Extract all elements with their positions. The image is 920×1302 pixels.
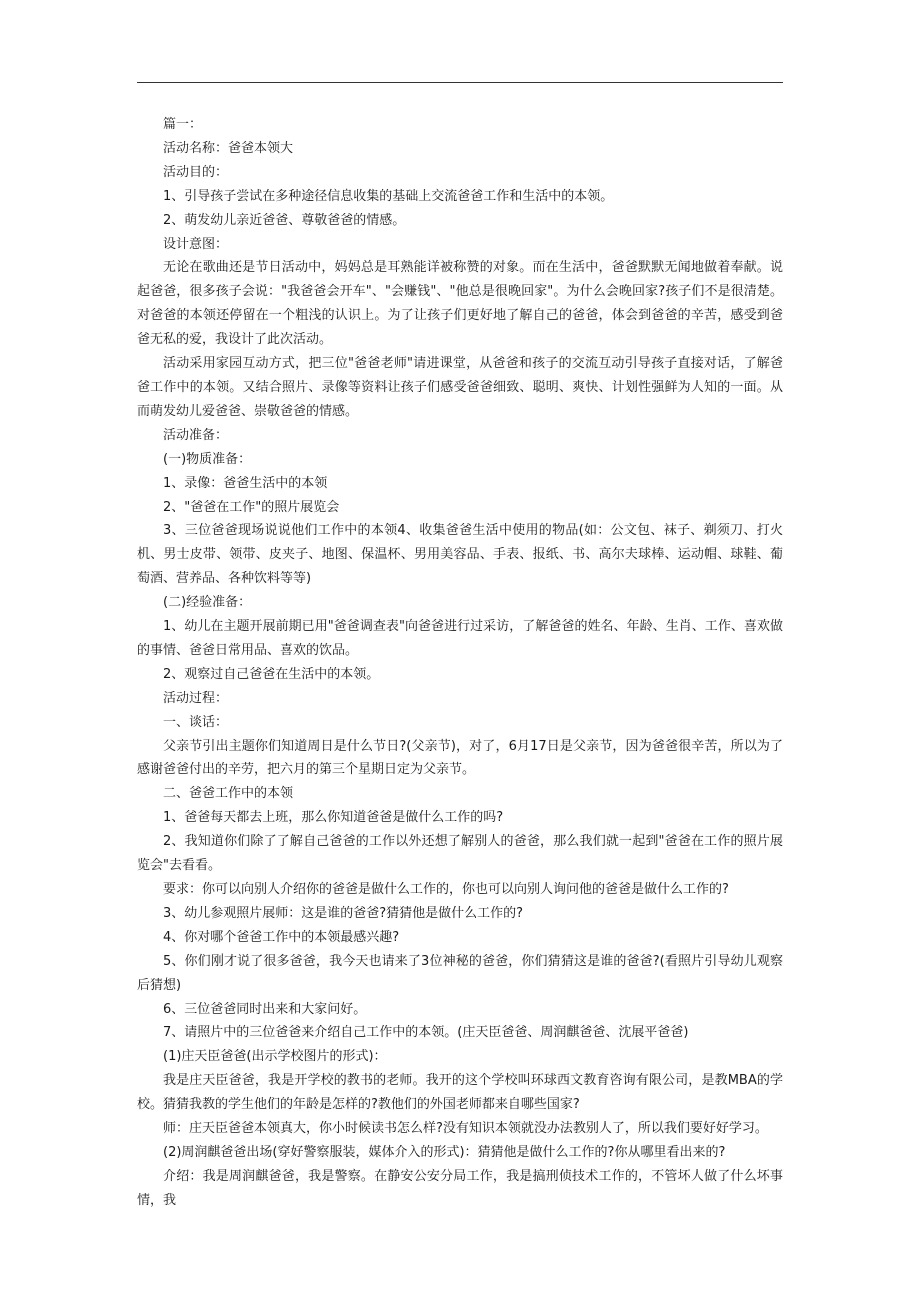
paragraph: 2、"爸爸在工作"的照片展览会	[163, 499, 340, 515]
paragraph: 介绍：我是周润麒爸爸，我是警察。在静安公安分局工作，我是搞刑侦技术工作的，不管坏人做了什么坏事情，我	[137, 1168, 783, 1208]
paragraph: 二、爸爸工作中的本领	[163, 786, 294, 802]
paragraph: 父亲节引出主题你们知道周日是什么节日?(父亲节)，对了，6月17日是父亲节，因为爸爸很辛苦，所以为了感谢爸爸付出的辛劳，把六月的第三个星期日定为父亲节。	[137, 738, 783, 778]
paragraph: 要求：你可以向别人介绍你的爸爸是做什么工作的，你也可以向别人询问他的爸爸是做什么工作的?	[163, 882, 729, 897]
paragraph: 无论在歌曲还是节日活动中，妈妈总是耳熟能详被称赞的对象。而在生活中，爸爸默默无闻地做着奉献。说起爸爸，很多孩子会说："我爸爸会开车"、"会赚钱"、"他总是很晚回家"。为什么会晚回家?孩子们不是很清楚。对爸爸的本领还停留在一个粗浅的认识上。为了让孩子们更好地了解自己的爸爸，体会到爸爸的辛苦，感受到爸爸无私的爱，我设计了此次活动。	[137, 260, 783, 348]
header-rule	[137, 82, 783, 83]
paragraph: 我是庄天臣爸爸，我是开学校的教书的老师。我开的这个学校叫环球西文教育咨询有限公司，是教MBA的学校。猜猜我教的学生他们的年龄是怎样的?教他们的外国老师都来自哪些国家?	[137, 1073, 783, 1113]
paragraph: 活动过程：	[163, 690, 229, 706]
paragraph: 1、幼儿在主题开展前期已用"爸爸调查表"向爸爸进行过采访，了解爸爸的姓名、年龄、生肖、工作、喜欢做的事情、爸爸日常用品、喜欢的饮品。	[137, 619, 783, 658]
paragraph: 一、谈话：	[163, 714, 229, 730]
paragraph: (2)周润麒爸爸出场(穿好警察服装，媒体介入的形式)：猜猜他是做什么工作的?你从哪里看出来的?	[163, 1144, 726, 1160]
paragraph: (一)物质准备：	[163, 451, 252, 467]
paragraph: 活动准备：	[163, 427, 229, 443]
paragraph: 设计意图：	[163, 236, 229, 252]
paragraph: 5、你们刚才说了很多爸爸，我今天也请来了3位神秘的爸爸，你们猜猜这是谁的爸爸?(看照片引导幼儿观察后猜想)	[137, 953, 783, 993]
paragraph: 4、你对哪个爸爸工作中的本领最感兴趣?	[163, 929, 400, 945]
paragraph: (二)经验准备：	[163, 595, 252, 611]
paragraph: 师：庄天臣爸爸本领真大，你小时候读书怎么样?没有知识本领就没办法教别人了，所以我们要好好学习。	[163, 1121, 768, 1137]
paragraph: 1、录像：爸爸生活中的本领	[163, 475, 328, 491]
paragraph: 活动采用家园互动方式，把三位"爸爸老师"请进课堂，从爸爸和孩子的交流互动引导孩子直接对话，了解爸爸工作中的本领。又结合照片、录像等资料让孩子们感受爸爸细致、聪明、爽快、计划性强鲜为人知的一面。从而萌发幼儿爱爸爸、崇敬爸爸的情感。	[137, 356, 783, 419]
paragraph: 活动目的：	[163, 164, 229, 180]
paragraph: 3、三位爸爸现场说说他们工作中的本领4、收集爸爸生活中使用的物品(如：公文包、袜子、剃须刀、打火机、男士皮带、领带、皮夹子、地图、保温杯、男用美容品、手表、报纸、书、高尔夫球棒、运动帽、球鞋、葡萄酒、营养品、各种饮料等等)	[137, 523, 783, 587]
paragraph: 2、我知道你们除了了解自己爸爸的工作以外还想了解别人的爸爸，那么我们就一起到"爸爸在工作的照片展览会"去看看。	[137, 834, 783, 874]
paragraph: 7、请照片中的三位爸爸来介绍自己工作中的本领。(庄天臣爸爸、周润麒爸爸、沈展平爸爸)	[163, 1025, 689, 1041]
paragraph: 篇一：	[163, 117, 203, 132]
paragraph: 活动名称：爸爸本领大	[163, 140, 294, 156]
paragraph: 6、三位爸爸同时出来和大家问好。	[163, 1001, 367, 1017]
paragraph: 2、萌发幼儿亲近爸爸、尊敬爸爸的情感。	[163, 212, 406, 228]
paragraph: 1、引导孩子尝试在多种途径信息收集的基础上交流爸爸工作和生活中的本领。	[163, 188, 614, 204]
paragraph: (1)庄天臣爸爸(出示学校图片的形式)：	[163, 1049, 387, 1065]
paragraph: 3、幼儿参观照片展师：这是谁的爸爸?猜猜他是做什么工作的?	[163, 905, 524, 921]
paragraph: 2、观察过自己爸爸在生活中的本领。	[163, 666, 380, 682]
document-body	[137, 113, 783, 1213]
paragraph: 1、爸爸每天都去上班，那么你知道爸爸是做什么工作的吗?	[163, 810, 504, 826]
